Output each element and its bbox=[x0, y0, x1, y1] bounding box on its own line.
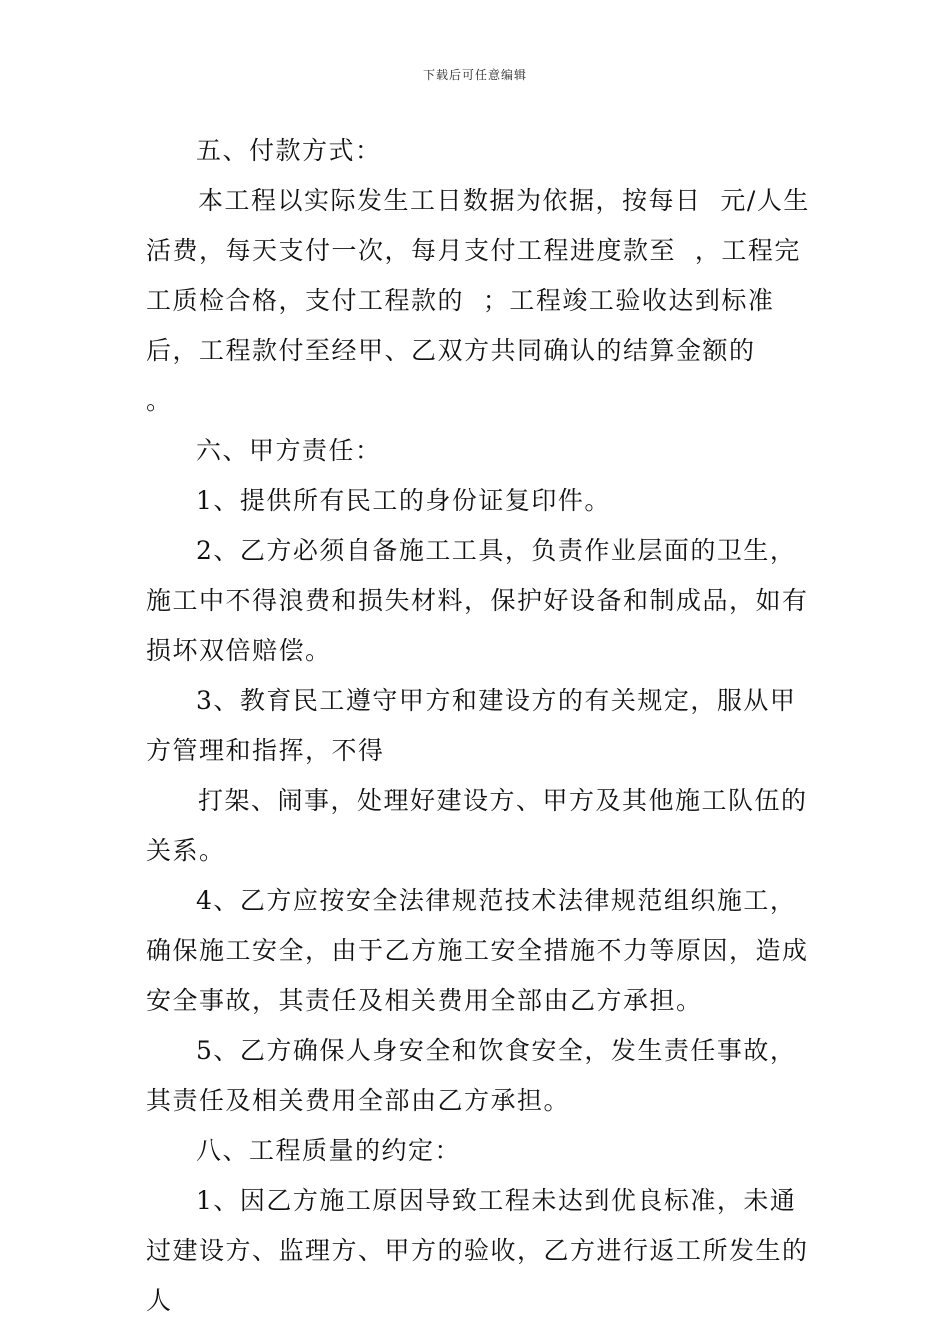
section-5-title: 五、付款方式： bbox=[196, 136, 382, 165]
section-6-item-2: 2、乙方必须自备施工工具，负责作业层面的卫生，施工中不得浪费和损失材料，保护好设备和制成品，如有损坏双倍赔偿。 bbox=[146, 536, 809, 665]
section-6-item-5: 5、乙方确保人身安全和饮食安全，发生责任事故，其责任及相关费用全部由乙方承担。 bbox=[146, 1036, 797, 1115]
section-6-item-3-part-2: 打架、闹事，处理好建设方、甲方及其他施工队伍的关系。 bbox=[146, 786, 808, 865]
section-5-body: 本工程以实际发生工日数据为依据，按每日 元/人生活费，每天支付一次，每月支付工程进度款至 ，工程完工质检合格，支付工程款的 ；工程竣工验收达到标准后，工程款付至经甲、乙双方共同确认的结算金额的 。 bbox=[146, 186, 813, 415]
section-8-item-1: 1、因乙方施工原因导致工程未达到优良标准，未通过建设方、监理方、甲方的验收，乙方进行返工所发生的人 bbox=[146, 1186, 809, 1315]
document-body bbox=[146, 126, 814, 1326]
page-header: 下载后可任意编辑 bbox=[422, 68, 527, 82]
section-6-title: 六、甲方责任： bbox=[196, 436, 382, 465]
section-6-item-1: 1、提供所有民工的身份证复印件。 bbox=[196, 486, 611, 515]
section-6-item-4: 4、乙方应按安全法律规范技术法律规范组织施工，确保施工安全，由于乙方施工安全措施不力等原因，造成安全事故，其责任及相关费用全部由乙方承担。 bbox=[146, 886, 809, 1015]
section-6-item-3-part-1: 3、教育民工遵守甲方和建设方的有关规定，服从甲方管理和指挥，不得 bbox=[146, 686, 797, 765]
section-8-title: 八、工程质量的约定： bbox=[196, 1136, 462, 1165]
